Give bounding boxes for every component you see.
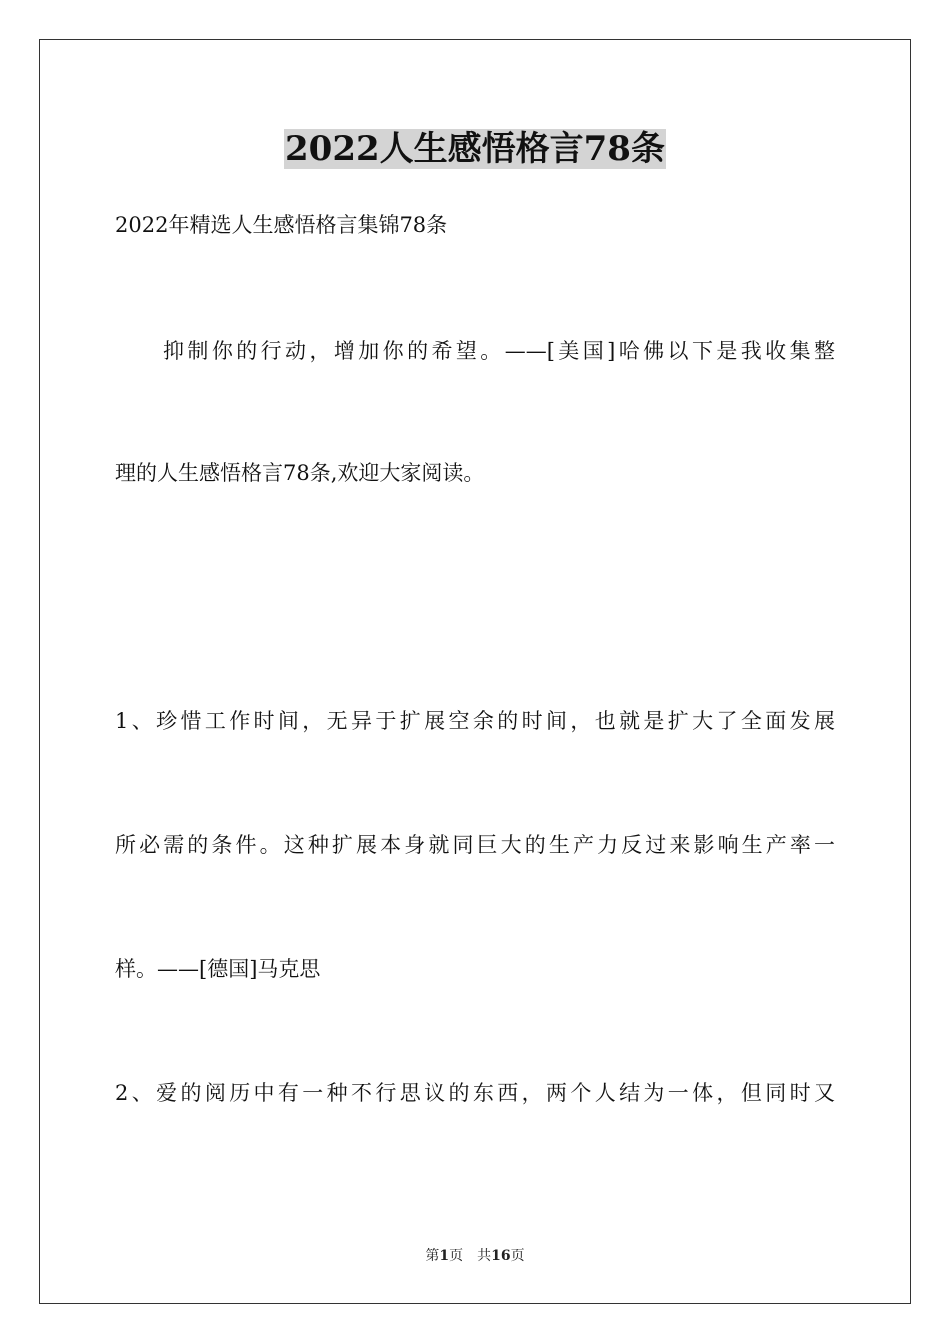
footer-total-prefix: 共 xyxy=(477,1248,492,1264)
intro-line-1: 抑制你的行动，增加你的希望。——[美国]哈佛以下是我收集整 xyxy=(163,339,835,363)
item-1-line-2: 所必需的条件。这种扩展本身就同巨大的生产力反过来影响生产率一 xyxy=(115,833,835,857)
footer-total-suffix: 页 xyxy=(510,1248,525,1264)
footer-page-current: 1 xyxy=(439,1248,450,1264)
item-2-line-1: 2、爱的阅历中有一种不行思议的东西，两个人结为一体，但同时又 xyxy=(115,1081,835,1105)
footer-page-total: 16 xyxy=(491,1248,511,1264)
intro-line-2: 理的人生感悟格言78条,欢迎大家阅读。 xyxy=(115,461,485,485)
footer-page-suffix: 页 xyxy=(449,1248,464,1264)
document-subtitle: 2022年精选人生感悟格言集锦78条 xyxy=(115,213,448,237)
document-title-text: 2022人生感悟格言78条 xyxy=(285,129,665,169)
document-title xyxy=(0,124,950,174)
page-footer xyxy=(0,1247,950,1265)
item-1-line-3: 样。——[德国]马克思 xyxy=(115,957,321,981)
item-1-line-1: 1、珍惜工作时间，无异于扩展空余的时间，也就是扩大了全面发展 xyxy=(115,709,835,733)
footer-page-prefix: 第 xyxy=(425,1248,440,1264)
